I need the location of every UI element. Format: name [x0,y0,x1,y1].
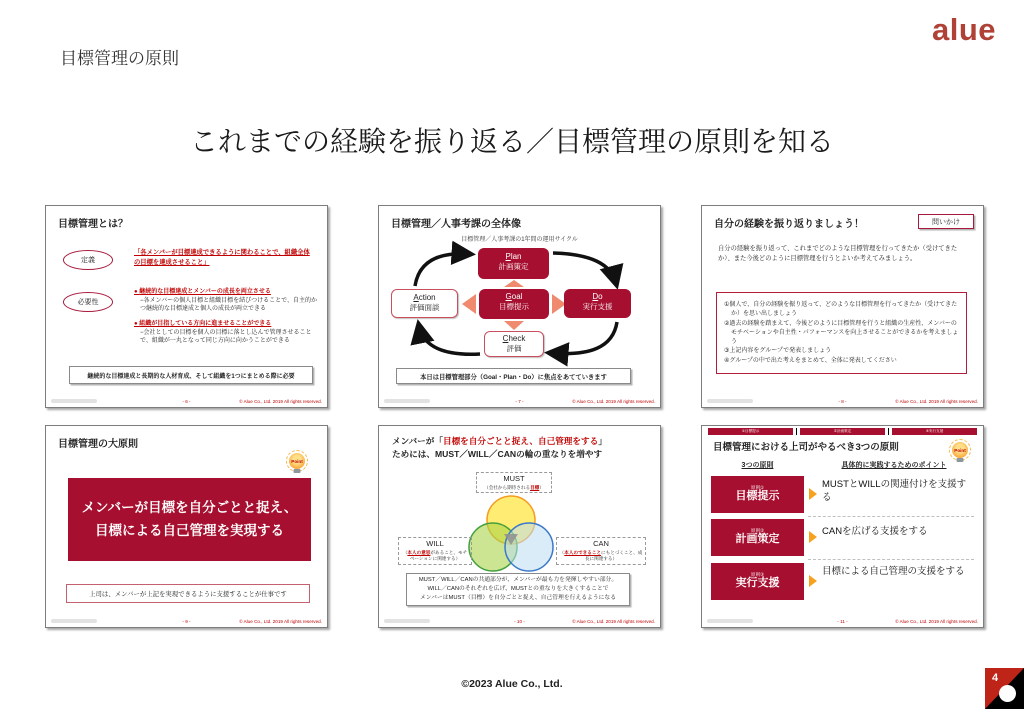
point-lightbulb-icon: Point [952,442,968,458]
slide-title: メンバーが「目標を自分ごとと捉え、自己管理をする」 ためには、MUST／WILL／CANの輪の重なりを増やす [392,436,607,459]
page-number-badge [985,668,1024,709]
pdca-do-node: Do 実行支援 [564,289,631,318]
venn-summary-box: MUST／WILL／CANの共通部分が、メンバーが最も力を発揮しやすい部分。 WILL／CANのそれぞれを広げ、MUSTとの重なりを大きくすることで メンバーはMUST（目標）を自分ごとと捉え、自己管理を行えるようになる [406,573,630,606]
step-item: ①個人で、自分の経験を振り返って、どのような目標管理を行ってきたか（受けてきたか）を思い出しましょう [724,302,958,318]
principle-point-1: MUSTとWILLの関連付けを支援する [822,479,967,503]
must-label: MUST （会社から期待される目標） [476,472,552,493]
banner-line: メンバーが目標を自分ごとと捉え、 [81,499,298,515]
slide-page-number: - 8 - [838,399,847,404]
slide-page-number: - 6 - [182,399,191,404]
focus-note-box: 本日は目標管理部分（Goal・Plan・Do）に焦点をあてていきます [396,368,631,384]
principle-point-3: 目標による自己管理の支援をする [822,566,965,577]
pdca-check-node: Check 評価 [484,331,544,357]
intro-text: 自分の経験を振り返って、これまでどのような目標管理を行ってきたか（受けてきたか）、また今後どのように目標管理を行うとよいか考えてみましょう。 [718,245,958,263]
step-item: ④グループの中で出た考えをまとめて、全体に発表してください [724,357,897,364]
logo-mark-circle [999,685,1016,702]
step-item: ②過去の経験を踏まえて、今後どのように目標管理を行うと組織の生産性、メンバーのモチベーションや自主性・パフォーマンスを向上させることができるかを考えましょう [724,320,959,346]
slide-copyright: © Alue Co., Ltd. 2019 All rights reserved. [572,619,655,624]
section-tab: ①目標提示 [708,428,793,435]
arrow-right-icon [809,531,817,543]
slide-thumbnail-10 [378,425,661,628]
slide-copyright: © Alue Co., Ltd. 2019 All rights reserved. [572,399,655,404]
alue-logo: alue [931,12,996,47]
principle-box-1: 原則① 目標提示 [711,476,804,513]
slide-thumbnail-11 [701,425,984,628]
bullet-heading: ● 組織が目指している方向に進ませることができる [134,320,320,329]
row-divider [808,559,974,560]
slide-page-number: - 9 - [182,619,191,624]
definition-oval: 定義 [63,250,113,270]
summary-box: 継続的な目標達成と長期的な人材育成、そして組織を1つにまとめる際に必要 [69,366,313,384]
page-copyright: ©2023 Alue Co., Ltd. [461,678,563,690]
bullet-heading: ● 継続的な目標達成とメンバーの成長を両立させる [134,288,320,297]
principle-banner [68,478,311,561]
principle-point-2: CANを広げる支援をする [822,526,928,537]
slide-copyright: © Alue Co., Ltd. 2019 All rights reserved. [895,619,978,624]
can-label: CAN （本人のできることにもとづくこと、成長に関連する） [556,537,646,565]
pdca-action-node: Action 評価面談 [391,289,458,318]
slide-title: 目標管理とは？ [58,219,128,230]
page-number: 4 [992,672,999,684]
instructions-box [716,292,967,374]
slide-thumbnail-grid [45,205,982,628]
row-divider [808,516,974,517]
banner-line: 目標による自己管理を実現する [95,522,284,538]
cycle-subtitle: 目標管理／人事考課の1年間の運用サイクル [461,237,578,243]
slide-title: 目標管理の大原則 [58,439,138,450]
point-lightbulb-icon: Point [289,453,305,469]
section-separator [796,428,797,435]
arrow-right-icon [809,488,817,500]
slide-copyright: © Alue Co., Ltd. 2019 All rights reserved. [239,399,322,404]
section-tab: ③実行支援 [892,428,977,435]
slide-title: 目標管理／人事考課の全体像 [391,219,521,230]
bullet-body: −各メンバーの個人目標と組織目標を結びつけることで、自主的かつ継続的な目標達成と個人の成長が両立できる [140,297,317,313]
column-header-principles: 3つの原則 [741,462,774,469]
page-title: これまでの経験を振り返る／目標管理の原則を知る [189,126,834,157]
pdca-goal-node: Goal 目標提示 [479,289,549,319]
question-badge: 問いかけ [918,214,974,229]
slide-page-number: - 10 - [514,619,525,624]
slide-page-number: - 11 - [837,619,848,624]
section-tab: ②計画策定 [800,428,885,435]
will-label: WILL （本人の意思があること、モチベーションに関連する） [398,537,472,565]
slide-copyright: © Alue Co., Ltd. 2019 All rights reserved. [895,399,978,404]
arrow-right-icon [809,575,817,587]
principle-box-3: 原則③ 実行支援 [711,563,804,600]
pdca-plan-node: Plan 計画策定 [478,248,549,279]
supervisor-note-box: 上司は、メンバーが上記を実現できるように支援することが仕事です [66,584,310,603]
slide-thumbnail-6 [45,205,328,408]
section-progress-bar [708,428,977,435]
slide-copyright: © Alue Co., Ltd. 2019 All rights reserved. [239,619,322,624]
slide-title: 自分の経験を振り返りましょう！ [714,219,864,230]
section-separator [888,428,889,435]
page-kicker: 目標管理の原則 [60,49,179,68]
necessity-bullets [134,288,320,352]
slide-title: 目標管理における上司がやるべき3つの原則 [713,442,899,453]
definition-text: 「各メンバーが目標達成できるように関わることで、組織全体の目標を達成させること」 [134,249,310,266]
slide-thumbnail-9 [45,425,328,628]
slide-page-number: - 7 - [515,399,524,404]
slide-thumbnail-7 [378,205,661,408]
column-header-points: 具体的に実践するためのポイント [841,462,947,469]
principle-box-2: 原則② 計画策定 [711,519,804,556]
slide-thumbnail-8 [701,205,984,408]
bullet-body: −会社としての目標を個人の目標に落とし込んで管理させることで、組織が一丸となって同じ方向に向かうことができる [140,329,312,345]
step-item: ③上記内容をグループで発表しましょう [724,348,832,355]
necessity-oval: 必要性 [63,292,113,312]
